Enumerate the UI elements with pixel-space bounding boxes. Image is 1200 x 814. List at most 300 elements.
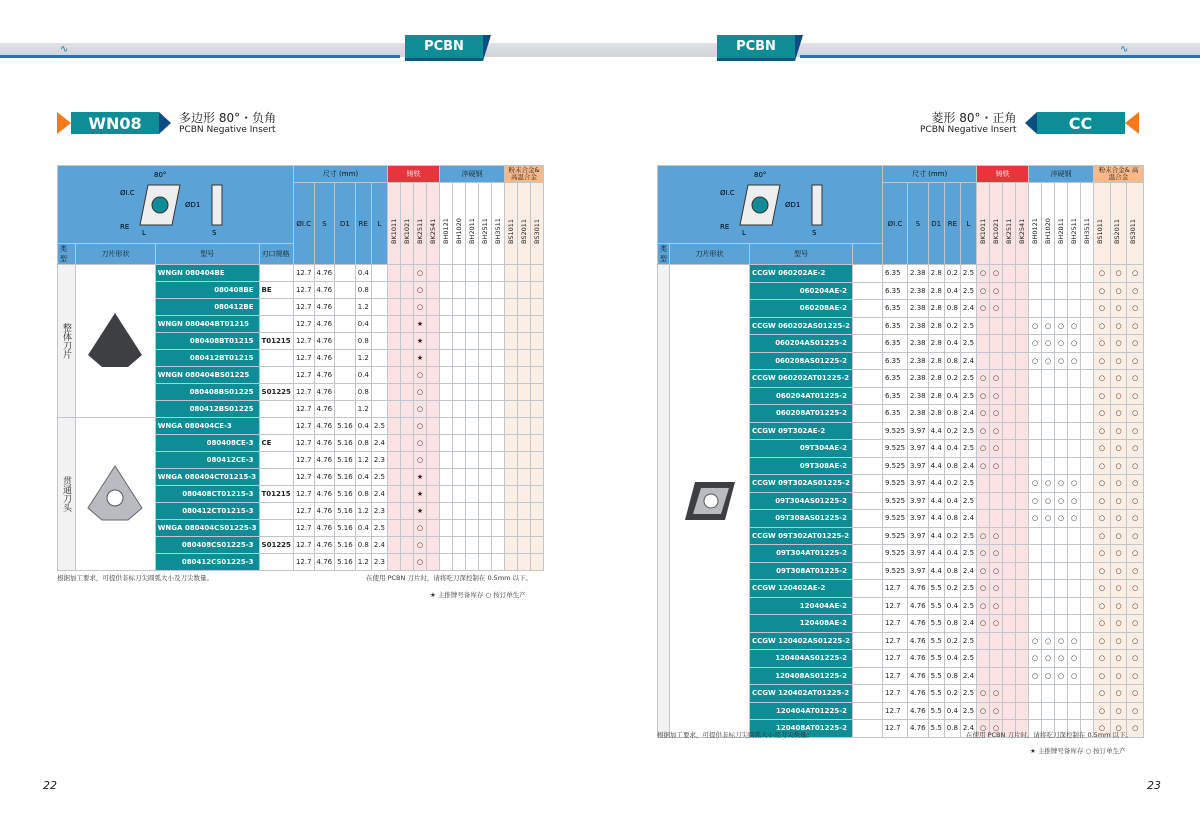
dimension-cell: 4.76: [314, 401, 335, 418]
grade-cell: [505, 469, 518, 486]
dimension-cell: 5.5: [928, 685, 944, 703]
grade-cell: ○: [990, 527, 1003, 545]
grade-cell: ○: [1110, 457, 1127, 475]
grade-cell: ○: [1094, 370, 1111, 388]
dimension-header: RE: [355, 183, 371, 265]
grade-cell: [427, 418, 440, 435]
edge-cell: [853, 457, 883, 475]
dimension-cell: 4.76: [314, 333, 335, 350]
grade-cell: ○: [1055, 632, 1068, 650]
grade-cell: [1003, 440, 1016, 458]
grade-label: BK1011: [979, 218, 988, 244]
grade-header: [1016, 183, 1029, 265]
grade-cell: ○: [1127, 370, 1144, 388]
grade-cell: [453, 452, 466, 469]
grade-cell: ○: [1110, 317, 1127, 335]
grade-cell: [1016, 650, 1029, 668]
dimension-cell: 0.4: [355, 520, 371, 537]
edge-cell: [853, 667, 883, 685]
dimension-cell: 5.16: [335, 554, 356, 571]
dimension-cell: 0.4: [355, 316, 371, 333]
dimension-cell: 2.38: [908, 405, 929, 423]
grade-cell: ○: [414, 299, 427, 316]
grade-cell: [1068, 265, 1081, 283]
grade-cell: [1003, 352, 1016, 370]
grade-cell: [401, 299, 414, 316]
grade-cell: [1029, 422, 1042, 440]
dimension-cell: 1.2: [355, 503, 371, 520]
grade-cell: [505, 333, 518, 350]
dimension-cell: 4.76: [314, 537, 335, 554]
edge-cell: [259, 350, 293, 367]
grade-cell: [466, 418, 479, 435]
dimension-header: ØI.C: [293, 183, 314, 265]
grade-cell: [1003, 650, 1016, 668]
grade-cell: [479, 401, 492, 418]
blue-wedge-icon: [159, 112, 171, 134]
model-cell: 060208AS01225-2: [750, 352, 853, 370]
grade-cell: [427, 401, 440, 418]
dimension-cell: 4.76: [314, 367, 335, 384]
dimension-cell: 2.5: [960, 580, 976, 598]
grade-cell: [1003, 405, 1016, 423]
group-powder-alloy: 粉末合金& 高温合金: [1094, 166, 1144, 183]
grade-cell: ○: [977, 440, 990, 458]
dimension-cell: 4.4: [928, 440, 944, 458]
grade-cell: ○: [1094, 650, 1111, 668]
grade-cell: [1068, 422, 1081, 440]
grade-cell: [1029, 527, 1042, 545]
dimension-cell: [335, 350, 356, 367]
model-cell: CCGW 060202AS01225-2: [750, 317, 853, 335]
dimension-cell: 4.4: [928, 457, 944, 475]
grade-cell: [1042, 545, 1055, 563]
dimension-cell: 2.4: [960, 300, 976, 318]
dimension-cell: 2.5: [371, 520, 387, 537]
grade-cell: ○: [1127, 492, 1144, 510]
grade-cell: [401, 401, 414, 418]
grade-cell: [1081, 685, 1094, 703]
grade-label: BS2011: [1112, 218, 1121, 244]
grade-cell: [505, 520, 518, 537]
dimension-cell: 2.38: [908, 300, 929, 318]
edge-header: 刃口规格: [259, 244, 293, 265]
grade-cell: [492, 469, 505, 486]
type-label: 贯通刀头: [58, 418, 76, 571]
dimension-cell: 4.4: [928, 527, 944, 545]
dimension-cell: 0.2: [944, 527, 960, 545]
grade-cell: [1055, 265, 1068, 283]
grade-cell: [1003, 457, 1016, 475]
model-cell: 080412CE-3: [155, 452, 259, 469]
grade-cell: [990, 667, 1003, 685]
grade-header: [1042, 183, 1055, 265]
dimension-cell: 12.7: [883, 615, 908, 633]
grade-cell: [440, 503, 453, 520]
dimension-cell: 4.76: [314, 350, 335, 367]
dimension-cell: 0.2: [944, 317, 960, 335]
dimension-cell: 4.76: [314, 554, 335, 571]
grade-cell: [401, 350, 414, 367]
grade-cell: [1042, 440, 1055, 458]
grade-cell: [1081, 545, 1094, 563]
grade-cell: ★: [414, 350, 427, 367]
grade-cell: [1016, 387, 1029, 405]
grade-cell: [977, 492, 990, 510]
insert-shape: [76, 418, 156, 571]
grade-cell: ○: [990, 597, 1003, 615]
type-header: 类型: [658, 244, 670, 265]
grade-cell: [1055, 370, 1068, 388]
grade-cell: ○: [414, 282, 427, 299]
dimension-cell: [335, 333, 356, 350]
diagram-ic-label: ØI.C: [720, 188, 735, 197]
grade-cell: ○: [1127, 562, 1144, 580]
dimension-cell: [335, 299, 356, 316]
dimension-cell: 12.7: [293, 401, 314, 418]
dimension-cell: 0.8: [944, 457, 960, 475]
grade-cell: ○: [977, 300, 990, 318]
group-hardened-steel: 淬硬钢: [440, 166, 505, 183]
grade-cell: [427, 282, 440, 299]
model-cell: 080408CT01215-3: [155, 486, 259, 503]
dimension-header: S: [314, 183, 335, 265]
grade-cell: ○: [1094, 265, 1111, 283]
grade-cell: ○: [414, 435, 427, 452]
dimension-cell: 2.4: [960, 510, 976, 528]
grade-cell: ○: [1110, 265, 1127, 283]
grade-cell: ○: [1055, 335, 1068, 353]
grade-cell: [479, 282, 492, 299]
grade-cell: [479, 520, 492, 537]
grade-cell: [531, 265, 544, 282]
dimension-cell: 12.7: [293, 350, 314, 367]
dimension-cell: 5.5: [928, 650, 944, 668]
grade-cell: [1081, 510, 1094, 528]
grade-cell: [1003, 492, 1016, 510]
dimension-cell: 12.7: [293, 537, 314, 554]
grade-cell: ○: [1094, 300, 1111, 318]
model-cell: 060208AT01225-2: [750, 405, 853, 423]
model-cell: 09T308AS01225-2: [750, 510, 853, 528]
grade-cell: [1081, 702, 1094, 720]
edge-cell: [259, 418, 293, 435]
grade-header: [1055, 183, 1068, 265]
grade-cell: ○: [1055, 510, 1068, 528]
grade-cell: ○: [1110, 562, 1127, 580]
grade-cell: ○: [1127, 335, 1144, 353]
grade-header: [479, 183, 492, 265]
grade-header: [1068, 183, 1081, 265]
grade-cell: [1016, 475, 1029, 493]
dimension-cell: 0.4: [355, 469, 371, 486]
grade-cell: [427, 316, 440, 333]
grade-cell: ○: [1042, 632, 1055, 650]
grade-cell: ○: [1094, 440, 1111, 458]
edge-cell: [853, 492, 883, 510]
grade-cell: [1016, 457, 1029, 475]
dimension-cell: 12.7: [293, 282, 314, 299]
diagram-angle-label: 80°: [754, 170, 767, 179]
grade-cell: ○: [1094, 562, 1111, 580]
grade-cell: [1055, 387, 1068, 405]
grade-cell: [531, 486, 544, 503]
grade-label: BS3011: [1129, 218, 1138, 244]
edge-cell: [853, 422, 883, 440]
dimension-cell: 4.4: [928, 422, 944, 440]
grade-cell: [401, 537, 414, 554]
dimension-cell: 5.5: [928, 580, 944, 598]
series-code: CC: [1037, 112, 1125, 134]
grade-cell: [1042, 405, 1055, 423]
grade-cell: [1003, 667, 1016, 685]
grade-cell: [1081, 597, 1094, 615]
dimension-cell: 5.5: [928, 632, 944, 650]
grade-cell: ○: [990, 702, 1003, 720]
grade-cell: [505, 554, 518, 571]
dimension-cell: 4.76: [314, 503, 335, 520]
model-cell: 080408BS01225: [155, 384, 259, 401]
grade-cell: [427, 333, 440, 350]
diagram-d1-label: ØD1: [785, 200, 801, 209]
grade-cell: [440, 316, 453, 333]
grade-cell: [1081, 492, 1094, 510]
grade-cell: ○: [1094, 405, 1111, 423]
grade-cell: [440, 520, 453, 537]
grade-cell: [1081, 387, 1094, 405]
grade-cell: [453, 350, 466, 367]
grade-cell: ○: [1042, 667, 1055, 685]
grade-cell: [1068, 527, 1081, 545]
dimension-cell: 0.4: [944, 335, 960, 353]
dimension-cell: 2.5: [960, 370, 976, 388]
size-header: 尺寸 (mm): [293, 166, 387, 183]
grade-cell: [388, 418, 401, 435]
grade-cell: ○: [1055, 650, 1068, 668]
grade-cell: [1081, 352, 1094, 370]
grade-cell: [1016, 580, 1029, 598]
grade-cell: [505, 503, 518, 520]
grade-cell: [531, 554, 544, 571]
dimension-cell: 2.5: [960, 632, 976, 650]
grade-cell: [518, 350, 531, 367]
model-cell: WNGA 080404CE-3: [155, 418, 259, 435]
dimension-cell: 0.8: [355, 537, 371, 554]
dimension-cell: 2.8: [928, 370, 944, 388]
grade-cell: [401, 333, 414, 350]
grade-cell: [492, 299, 505, 316]
grade-cell: [479, 418, 492, 435]
grade-cell: [440, 435, 453, 452]
grade-cell: [401, 452, 414, 469]
pulse-icon: ∿: [60, 44, 69, 55]
grade-cell: ○: [1127, 317, 1144, 335]
grade-cell: ○: [977, 265, 990, 283]
left-section-title: [57, 111, 276, 135]
dimension-cell: 4.76: [314, 469, 335, 486]
grade-cell: [427, 469, 440, 486]
grade-cell: [453, 265, 466, 282]
dimension-cell: 12.7: [293, 503, 314, 520]
grade-cell: ★: [414, 316, 427, 333]
grade-cell: ○: [1110, 282, 1127, 300]
model-cell: 080408BE: [155, 282, 259, 299]
grade-cell: ○: [1029, 492, 1042, 510]
grade-cell: ○: [1110, 702, 1127, 720]
type-label: [658, 265, 670, 738]
grade-cell: [388, 299, 401, 316]
model-cell: CCGW 060202AE-2: [750, 265, 853, 283]
dimension-cell: 2.8: [928, 387, 944, 405]
diagram-ic-label: ØI.C: [120, 188, 135, 197]
model-cell: 120404AT01225-2: [750, 702, 853, 720]
model-cell: 080412CT01215-3: [155, 503, 259, 520]
header-row: [658, 166, 1144, 183]
grade-cell: [388, 265, 401, 282]
grade-cell: ○: [1127, 440, 1144, 458]
dimension-cell: 3.97: [908, 422, 929, 440]
dimension-cell: 4.4: [928, 492, 944, 510]
grade-cell: [427, 367, 440, 384]
dimension-cell: 0.4: [944, 440, 960, 458]
grade-cell: [440, 486, 453, 503]
shape-header: 刀片形状: [76, 244, 156, 265]
grade-cell: [1068, 685, 1081, 703]
grade-cell: ○: [1042, 335, 1055, 353]
grade-cell: ○: [1127, 352, 1144, 370]
grade-label: BK2511: [1005, 218, 1014, 244]
dimension-cell: 12.7: [883, 667, 908, 685]
dimension-cell: 2.8: [928, 335, 944, 353]
dimension-cell: 4.76: [314, 282, 335, 299]
grade-header: [453, 183, 466, 265]
grade-cell: ○: [414, 452, 427, 469]
grade-cell: ○: [1110, 667, 1127, 685]
grade-cell: [1003, 597, 1016, 615]
grade-cell: ○: [414, 418, 427, 435]
model-cell: 09T304AE-2: [750, 440, 853, 458]
grade-cell: [977, 352, 990, 370]
dimension-cell: 2.5: [960, 282, 976, 300]
model-cell: 120404AE-2: [750, 597, 853, 615]
grade-cell: [453, 554, 466, 571]
grade-cell: [1068, 370, 1081, 388]
dimension-cell: 2.5: [960, 265, 976, 283]
grade-cell: ○: [990, 457, 1003, 475]
grade-cell: ○: [1127, 597, 1144, 615]
grade-cell: ○: [1094, 335, 1111, 353]
grade-cell: [1081, 440, 1094, 458]
grade-cell: [518, 435, 531, 452]
edge-cell: [259, 520, 293, 537]
grade-cell: [1068, 440, 1081, 458]
orange-arrow-icon: [57, 112, 71, 134]
dimension-cell: 12.7: [883, 580, 908, 598]
grade-cell: [388, 350, 401, 367]
dimension-cell: 0.2: [944, 580, 960, 598]
dimension-cell: 2.4: [371, 486, 387, 503]
edge-cell: [853, 335, 883, 353]
grade-cell: ○: [1110, 615, 1127, 633]
grade-cell: ○: [1110, 352, 1127, 370]
grade-cell: ○: [1110, 580, 1127, 598]
insert-shape: [670, 265, 750, 738]
grade-cell: [1055, 685, 1068, 703]
dimension-cell: 0.8: [355, 486, 371, 503]
diagram-re-label: RE: [720, 222, 730, 231]
grade-cell: ○: [1094, 685, 1111, 703]
grade-label: BK1021: [403, 218, 411, 244]
grade-cell: [440, 418, 453, 435]
dimension-cell: [371, 401, 387, 418]
grade-cell: ○: [1127, 282, 1144, 300]
grade-cell: [492, 401, 505, 418]
grade-cell: ○: [1068, 632, 1081, 650]
grade-header: [1127, 183, 1144, 265]
dimension-header: D1: [335, 183, 356, 265]
dimension-cell: 1.2: [355, 350, 371, 367]
grade-cell: [479, 384, 492, 401]
grade-cell: [1016, 562, 1029, 580]
grade-cell: [492, 537, 505, 554]
grade-header: [990, 183, 1003, 265]
solid-insert-image: [80, 305, 150, 375]
grade-cell: [466, 520, 479, 537]
dimension-cell: 6.35: [883, 265, 908, 283]
dimension-cell: [371, 350, 387, 367]
dimension-cell: 0.8: [944, 720, 960, 738]
type-label: 整体刀片: [58, 265, 76, 418]
grade-cell: [977, 335, 990, 353]
dimension-cell: 3.97: [908, 527, 929, 545]
dimension-cell: 0.2: [944, 265, 960, 283]
dimension-cell: 2.5: [371, 418, 387, 435]
grade-cell: [388, 503, 401, 520]
grade-cell: ○: [1110, 650, 1127, 668]
model-cell: 080408BT01215: [155, 333, 259, 350]
edge-cell: [853, 317, 883, 335]
grade-cell: ○: [1127, 422, 1144, 440]
grade-cell: [479, 452, 492, 469]
dimension-cell: 3.97: [908, 545, 929, 563]
grade-cell: ○: [414, 265, 427, 282]
grade-cell: [505, 537, 518, 554]
grade-cell: [388, 435, 401, 452]
grade-cell: [505, 282, 518, 299]
grade-cell: [1081, 650, 1094, 668]
page-number-left: 22: [43, 779, 57, 792]
dimension-cell: 2.4: [960, 720, 976, 738]
edge-header: [853, 244, 883, 265]
grade-cell: [492, 367, 505, 384]
dimension-header: S: [908, 183, 929, 265]
grade-cell: ○: [1127, 265, 1144, 283]
dimension-cell: 2.8: [928, 282, 944, 300]
edge-cell: BE: [259, 282, 293, 299]
grade-header: [440, 183, 453, 265]
edge-cell: [853, 282, 883, 300]
model-cell: 120408AT01225-2: [750, 720, 853, 738]
edge-cell: [259, 503, 293, 520]
grade-label: BH0121: [442, 217, 450, 244]
edge-cell: T01215: [259, 486, 293, 503]
dimension-cell: 2.4: [960, 615, 976, 633]
dimension-cell: 4.4: [928, 510, 944, 528]
dimension-cell: 4.76: [314, 520, 335, 537]
edge-cell: [853, 510, 883, 528]
grade-cell: [492, 435, 505, 452]
model-cell: 080412BE: [155, 299, 259, 316]
